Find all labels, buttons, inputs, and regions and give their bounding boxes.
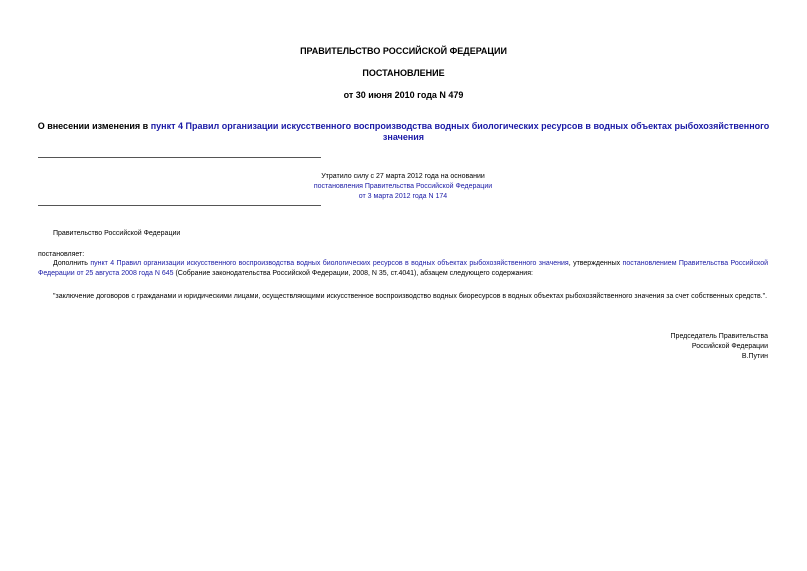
document-type: ПОСТАНОВЛЕНИЕ (362, 68, 445, 78)
para-mid: , утвержденных (568, 260, 623, 267)
quoted-addition: "заключение договоров с гражданами и юридическими лицами, осуществляющими искусственное воспроизводство водных биоресурсов в водных объектах рыбохозяйственного значения за счет собственных средств.". (53, 293, 768, 300)
title-link[interactable]: пункт 4 Правил организации искусственного воспроизводства водных биологических ресурсов в водных объектах рыбохозяйственного (150, 121, 770, 131)
para-prefix: Дополнить (53, 260, 91, 267)
status-note (38, 172, 768, 202)
title-prefix: О внесении изменения в (37, 121, 151, 131)
status-note-text: Утратило силу с 27 марта 2012 года на основании (321, 173, 485, 180)
status-note-link-date[interactable]: от 3 марта 2012 года N 174 (358, 193, 448, 200)
main-paragraph (38, 259, 768, 279)
government-heading: ПРАВИТЕЛЬСТВО РОССИЙСКОЙ ФЕДЕРАЦИИ (300, 46, 507, 56)
signature-name: В.Путин (741, 353, 768, 360)
para-suffix: (Собрание законодательства Российской Федерации, 2008, N 35, ст.4041), абзацем следующего содержания: (173, 270, 533, 277)
divider-bottom (38, 205, 321, 206)
signature-title-continued: Российской Федерации (691, 343, 768, 350)
document-title (0, 121, 807, 143)
title-link-continued[interactable]: значения (382, 132, 425, 142)
signature-block (671, 332, 768, 362)
rules-link[interactable]: пункт 4 Правил организации искусственного воспроизводства водных биологических ресурсов в водных объектах рыбохозяйственного значения (90, 260, 569, 267)
issuer: Правительство Российской Федерации (53, 230, 181, 237)
divider-top (38, 157, 321, 158)
decree-word: постановляет: (38, 251, 85, 258)
document-date-number: от 30 июня 2010 года N 479 (343, 90, 464, 100)
signature-title: Председатель Правительства (670, 333, 768, 340)
status-note-link[interactable]: постановления Правительства Российской Федерации (313, 183, 493, 190)
resolution-link[interactable]: постановлением Правительства Российской Федерации от 25 августа 2008 года N 645 (38, 260, 769, 277)
